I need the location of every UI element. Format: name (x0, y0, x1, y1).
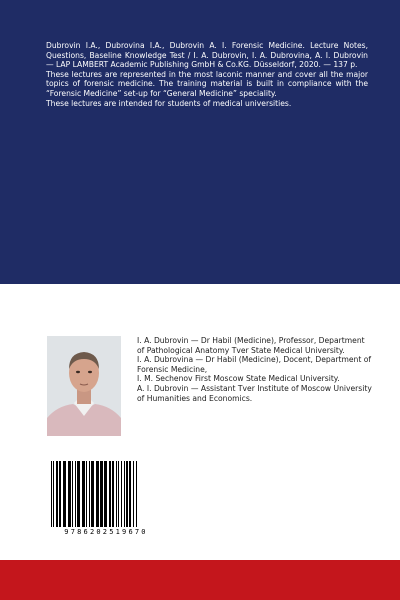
citation-paragraph: Dubrovin I.A., Dubrovina I.A., Dubrovin A. I. Forensic Medicine. Lecture Notes, Questions, Baseline Knowledge Test / I. A. Dubrovin, I. A. Dubrovina, A. I. Dubrovin — LAP LAMBERT Academic Publishing GmbH & Co.KG. Düsseldorf, 2020. — 137 p. (46, 41, 368, 70)
barcode-bar (124, 461, 125, 527)
barcode-bar (136, 461, 137, 527)
barcode-bar (116, 461, 117, 527)
isbn-digits: 9786202519670 (64, 528, 148, 536)
barcode-bar (72, 461, 73, 527)
barcode-bar (109, 461, 111, 527)
author-photo (47, 336, 121, 436)
barcode-bar (68, 461, 71, 527)
barcode-bar (129, 461, 131, 527)
barcode-bar (104, 461, 107, 527)
barcode-bar (89, 461, 90, 527)
book-description (46, 41, 368, 108)
barcode-bar (100, 461, 103, 527)
barcode-bar (59, 461, 61, 527)
barcode-bar (121, 461, 122, 527)
barcode-bar (56, 461, 58, 527)
barcode-bar (86, 461, 87, 527)
author-bio-3: A. I. Dubrovin — Assistant Tver Institute of Moscow University of Humanities and Economics. (137, 383, 372, 403)
author-bio-2: I. A. Dubrovina — Dr Habil (Medicine), Docent, Department of Forensic Medicine, (137, 355, 372, 374)
barcode-bar (53, 461, 54, 527)
barcode-bar (118, 461, 119, 527)
author-bio-1: I. A. Dubrovin — Dr Habil (Medicine), Professor, Department of Pathological Anatomy Tver State Medical University. (137, 336, 365, 355)
author-bios (137, 336, 373, 403)
cover-top-panel (0, 0, 400, 284)
barcode-bar (63, 461, 66, 527)
barcode-bar (112, 461, 114, 527)
barcode-bar (82, 461, 85, 527)
barcode-bar (77, 461, 80, 527)
barcode-bar (96, 461, 99, 527)
barcode-bar (133, 461, 134, 527)
barcode-bar (126, 461, 128, 527)
barcode-bar (91, 461, 94, 527)
author-bio-2-affiliation: I. M. Sechenov First Moscow State Medical University. (137, 374, 340, 384)
barcode-bar (75, 461, 76, 527)
isbn-barcode (47, 461, 165, 538)
summary-paragraph: These lectures are represented in the most laconic manner and cover all the major topics of forensic medicine. The training material is built in compliance with the “Forensic Medicine” set-up for “General Medicine” speciality. (46, 69, 368, 98)
barcode-bar (51, 461, 52, 527)
audience-paragraph: These lectures are intended for students of medical universities. (46, 98, 292, 108)
cover-bottom-bar (0, 560, 400, 600)
